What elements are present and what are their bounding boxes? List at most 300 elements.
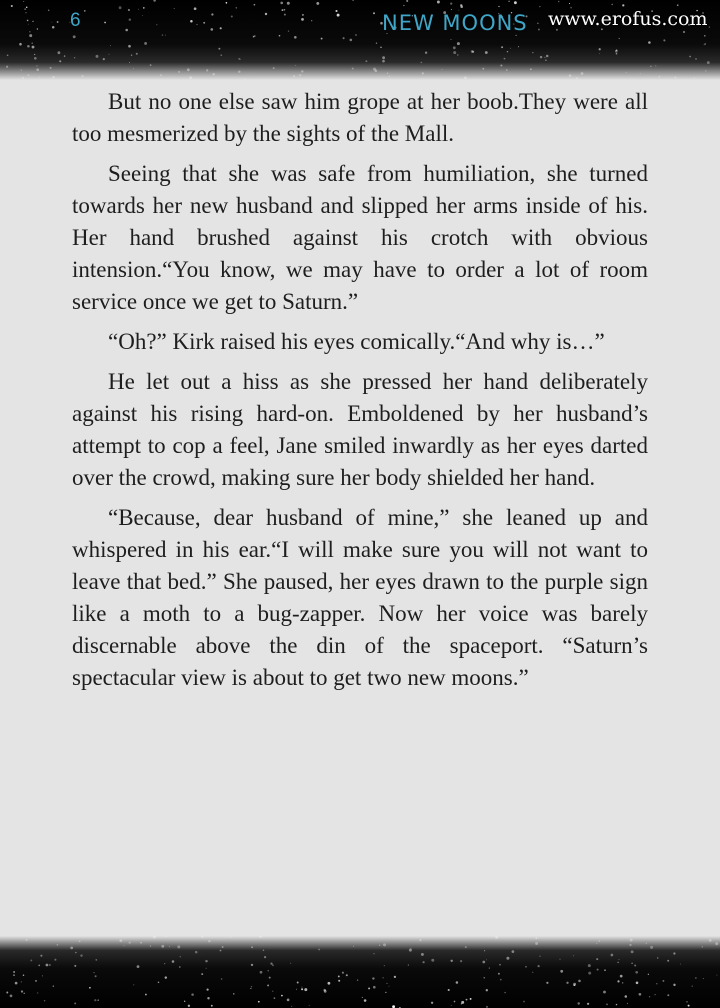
- star: [425, 52, 427, 54]
- star: [673, 984, 675, 986]
- star: [495, 936, 498, 939]
- star: [94, 999, 96, 1001]
- star: [296, 989, 297, 990]
- star: [165, 35, 166, 36]
- star: [52, 76, 54, 78]
- star: [409, 949, 412, 952]
- star: [84, 10, 86, 12]
- star: [316, 2, 319, 5]
- star: [70, 947, 73, 950]
- star: [6, 992, 8, 994]
- star: [179, 966, 181, 968]
- star: [626, 72, 627, 73]
- star: [451, 9, 452, 10]
- star: [680, 964, 681, 965]
- star: [46, 964, 49, 967]
- star: [110, 45, 111, 46]
- star: [535, 937, 537, 939]
- star: [281, 995, 283, 997]
- star: [251, 964, 253, 966]
- star: [387, 983, 388, 984]
- star: [153, 0, 155, 2]
- star: [174, 8, 175, 9]
- star: [23, 1, 24, 2]
- star: [599, 53, 600, 54]
- star: [453, 46, 456, 49]
- star: [274, 997, 276, 999]
- star: [577, 1002, 579, 1004]
- star: [268, 970, 269, 971]
- star: [301, 18, 304, 21]
- star: [133, 984, 134, 985]
- star: [39, 77, 40, 78]
- star: [226, 2, 228, 4]
- star: [460, 960, 462, 962]
- star: [290, 963, 291, 964]
- star: [499, 964, 501, 966]
- star: [221, 978, 223, 980]
- star: [211, 1005, 213, 1007]
- star: [53, 985, 54, 986]
- star: [716, 975, 717, 976]
- star: [280, 2, 283, 5]
- star: [31, 42, 32, 43]
- star: [190, 20, 193, 23]
- star: [559, 959, 560, 960]
- star: [674, 76, 676, 78]
- star: [709, 27, 710, 28]
- star: [558, 1, 560, 3]
- star: [32, 21, 33, 22]
- star: [294, 36, 297, 39]
- star: [461, 1001, 464, 1004]
- star: [15, 982, 18, 985]
- star: [368, 987, 370, 989]
- star: [291, 1006, 292, 1007]
- star: [686, 1001, 687, 1002]
- star: [569, 74, 572, 77]
- star: [150, 945, 152, 947]
- star: [639, 993, 642, 996]
- star: [683, 31, 685, 33]
- star: [75, 952, 77, 954]
- star: [535, 942, 538, 945]
- star: [464, 76, 467, 79]
- star: [635, 971, 638, 974]
- star: [636, 982, 639, 985]
- star: [631, 963, 633, 965]
- star: [123, 945, 124, 946]
- star: [206, 968, 207, 969]
- star: [667, 960, 669, 962]
- star: [457, 42, 460, 45]
- star: [604, 969, 606, 971]
- star: [57, 944, 59, 946]
- star: [525, 966, 527, 968]
- star: [523, 1001, 525, 1003]
- star: [189, 76, 192, 79]
- star: [349, 39, 352, 42]
- star: [453, 51, 456, 54]
- star: [380, 46, 382, 48]
- star: [338, 980, 340, 982]
- star: [406, 0, 408, 2]
- star: [251, 946, 253, 948]
- star: [650, 65, 652, 67]
- star: [162, 34, 163, 35]
- star: [630, 939, 633, 942]
- star: [89, 987, 91, 989]
- star: [657, 957, 659, 959]
- star: [539, 956, 540, 957]
- star: [403, 5, 404, 6]
- star: [530, 68, 532, 70]
- star: [64, 55, 65, 56]
- star: [165, 976, 167, 978]
- star: [80, 954, 82, 956]
- star: [36, 65, 37, 66]
- star: [153, 936, 156, 938]
- star: [81, 75, 83, 77]
- star: [164, 963, 165, 964]
- star: [191, 993, 194, 996]
- star: [178, 71, 180, 73]
- star: [353, 946, 354, 947]
- star: [482, 68, 484, 70]
- star: [251, 986, 252, 987]
- star: [596, 943, 597, 944]
- star: [269, 977, 271, 979]
- star: [373, 986, 376, 989]
- star: [506, 69, 508, 71]
- star: [23, 975, 24, 976]
- star: [640, 73, 641, 74]
- star: [648, 41, 651, 44]
- star: [692, 985, 693, 986]
- star: [342, 972, 344, 974]
- star: [57, 21, 59, 23]
- star: [573, 955, 574, 956]
- star: [355, 34, 356, 35]
- star: [29, 34, 32, 37]
- star: [695, 977, 696, 978]
- star: [205, 960, 208, 963]
- star: [466, 999, 468, 1001]
- star: [231, 15, 233, 17]
- star: [460, 4, 462, 6]
- star: [587, 1003, 589, 1005]
- star: [13, 971, 15, 973]
- star: [617, 980, 619, 982]
- star: [450, 960, 452, 962]
- star: [201, 936, 203, 938]
- star: [422, 72, 424, 74]
- star: [655, 65, 656, 66]
- star: [606, 1004, 608, 1006]
- star: [382, 977, 383, 978]
- star: [646, 943, 647, 944]
- star: [611, 954, 614, 957]
- star: [270, 962, 272, 964]
- star: [144, 42, 147, 45]
- star: [267, 984, 269, 986]
- star: [21, 69, 22, 70]
- star: [207, 997, 209, 999]
- star: [220, 950, 222, 952]
- star: [218, 48, 220, 50]
- star: [95, 975, 97, 977]
- star: [376, 42, 377, 43]
- star: [337, 14, 340, 17]
- star: [544, 57, 545, 58]
- star: [615, 50, 618, 53]
- star: [498, 6, 499, 7]
- star: [662, 980, 664, 982]
- star: [264, 956, 266, 958]
- star: [230, 937, 231, 938]
- star: [629, 944, 631, 946]
- star: [133, 68, 134, 69]
- star: [581, 72, 584, 75]
- star: [375, 70, 378, 73]
- paragraph-3: “Oh?” Kirk raised his eyes comically.“And why is…”: [108, 329, 605, 354]
- star: [54, 959, 56, 961]
- star: [301, 987, 302, 988]
- star: [573, 983, 576, 986]
- star: [465, 946, 467, 948]
- star: [631, 950, 634, 953]
- star: [709, 939, 712, 942]
- star: [293, 75, 295, 77]
- star: [287, 999, 290, 1002]
- story-text: [72, 86, 648, 702]
- star: [695, 58, 697, 60]
- star: [673, 952, 675, 954]
- star: [578, 980, 581, 983]
- star: [95, 959, 97, 961]
- star: [272, 964, 274, 966]
- paragraph-1: But no one else saw him grope at her boob.They were all too mesmerized by the sights of the Mall.: [72, 89, 648, 146]
- star: [210, 28, 213, 31]
- star: [119, 939, 122, 942]
- star: [206, 988, 208, 990]
- star: [611, 4, 613, 6]
- star: [143, 7, 145, 9]
- paragraph-4: He let out a hiss as she pressed her hand deliberately against his rising hard-on. Emboldened by her husband’s attempt to cop a feel, Jane smiled inwardly as her eyes darted over the crowd, making sure her body shielded her hand.: [72, 369, 648, 490]
- star: [382, 56, 385, 59]
- star: [437, 1, 440, 4]
- star: [384, 965, 385, 966]
- star: [650, 946, 653, 949]
- star: [408, 964, 409, 965]
- star: [389, 986, 390, 987]
- star: [328, 982, 331, 985]
- star: [318, 949, 320, 951]
- star: [165, 936, 167, 937]
- star: [352, 68, 354, 70]
- star: [36, 68, 39, 71]
- star: [482, 961, 485, 964]
- star: [566, 982, 568, 984]
- star: [220, 27, 222, 29]
- star: [184, 1001, 185, 1002]
- star: [421, 953, 424, 956]
- star: [282, 9, 284, 11]
- star: [142, 15, 143, 16]
- star: [365, 60, 367, 62]
- star: [129, 62, 130, 63]
- star: [667, 994, 669, 996]
- star: [486, 989, 488, 991]
- starfield-header-band: [0, 0, 720, 80]
- star: [13, 974, 15, 976]
- star: [201, 973, 203, 975]
- star: [619, 959, 620, 960]
- star: [616, 53, 618, 55]
- star: [180, 956, 181, 957]
- star: [254, 35, 256, 37]
- star: [260, 971, 263, 974]
- star: [48, 10, 50, 12]
- star: [211, 13, 213, 15]
- star: [28, 74, 30, 76]
- star: [27, 20, 29, 22]
- star: [588, 964, 591, 967]
- star: [689, 56, 691, 58]
- star: [323, 989, 325, 991]
- star: [518, 46, 519, 47]
- star: [145, 994, 147, 996]
- star: [514, 1, 517, 4]
- star: [622, 4, 624, 6]
- star: [704, 43, 706, 45]
- star: [702, 946, 703, 947]
- star: [284, 14, 286, 16]
- star: [169, 946, 170, 947]
- star: [705, 70, 706, 71]
- star: [338, 975, 340, 977]
- star: [73, 35, 76, 38]
- star: [103, 58, 105, 60]
- star: [160, 74, 162, 76]
- series-title: NEW MOONS: [382, 11, 528, 35]
- star: [364, 999, 367, 1002]
- star: [6, 66, 8, 68]
- star: [560, 970, 563, 973]
- star: [616, 1004, 617, 1005]
- star: [448, 989, 450, 991]
- star: [34, 57, 37, 60]
- star: [622, 982, 623, 983]
- star: [532, 52, 533, 53]
- star: [24, 8, 26, 10]
- star: [288, 30, 289, 31]
- star: [26, 12, 27, 13]
- star: [663, 39, 665, 41]
- star: [177, 945, 180, 948]
- star: [431, 1002, 433, 1004]
- star: [109, 54, 110, 55]
- star: [156, 24, 157, 25]
- star: [508, 1, 510, 3]
- star: [187, 68, 190, 71]
- star: [24, 993, 25, 994]
- star: [37, 28, 38, 29]
- star: [419, 939, 421, 941]
- star: [265, 13, 267, 15]
- star: [311, 20, 312, 21]
- paragraph-2: Seeing that she was safe from humiliation, she turned towards her new husband and slipped her arms inside of his. Her hand brushed against his crotch with obvious intension.“You know, we may have to order a lot of room service once we get to Saturn.”: [72, 161, 648, 314]
- star: [29, 31, 31, 33]
- star: [11, 5, 13, 7]
- star: [343, 37, 345, 39]
- star: [532, 972, 533, 973]
- star: [546, 55, 549, 58]
- star: [619, 38, 620, 39]
- star: [383, 943, 386, 946]
- star: [27, 45, 30, 48]
- star: [485, 51, 488, 54]
- star: [500, 64, 502, 66]
- star: [297, 982, 299, 984]
- star: [258, 1001, 260, 1003]
- star: [137, 965, 140, 968]
- star: [279, 35, 281, 37]
- star: [299, 74, 301, 76]
- star: [501, 46, 503, 48]
- star: [131, 55, 132, 56]
- star: [10, 995, 13, 998]
- star: [129, 942, 131, 944]
- star: [59, 60, 61, 62]
- star: [456, 981, 459, 984]
- star: [654, 994, 655, 995]
- star: [537, 965, 539, 967]
- star: [74, 57, 75, 58]
- star: [272, 991, 273, 992]
- star: [387, 73, 388, 74]
- star: [372, 977, 374, 979]
- star: [617, 962, 618, 963]
- star: [694, 77, 695, 78]
- star: [688, 1005, 690, 1007]
- star: [569, 3, 570, 4]
- star: [302, 14, 304, 16]
- star: [538, 29, 540, 31]
- star: [40, 955, 42, 957]
- star: [52, 26, 55, 29]
- star: [273, 67, 275, 69]
- star: [504, 58, 506, 60]
- star: [128, 9, 130, 11]
- star: [74, 1002, 76, 1004]
- star: [321, 38, 323, 40]
- star: [707, 61, 710, 64]
- star: [335, 10, 337, 12]
- star: [423, 961, 425, 963]
- star: [32, 46, 35, 49]
- star: [648, 974, 649, 975]
- star: [649, 996, 650, 997]
- star: [512, 950, 515, 953]
- star: [188, 1005, 190, 1007]
- star: [284, 9, 286, 11]
- star: [373, 12, 375, 14]
- star: [28, 24, 29, 25]
- star: [104, 22, 106, 24]
- star: [498, 973, 500, 975]
- star: [233, 993, 234, 994]
